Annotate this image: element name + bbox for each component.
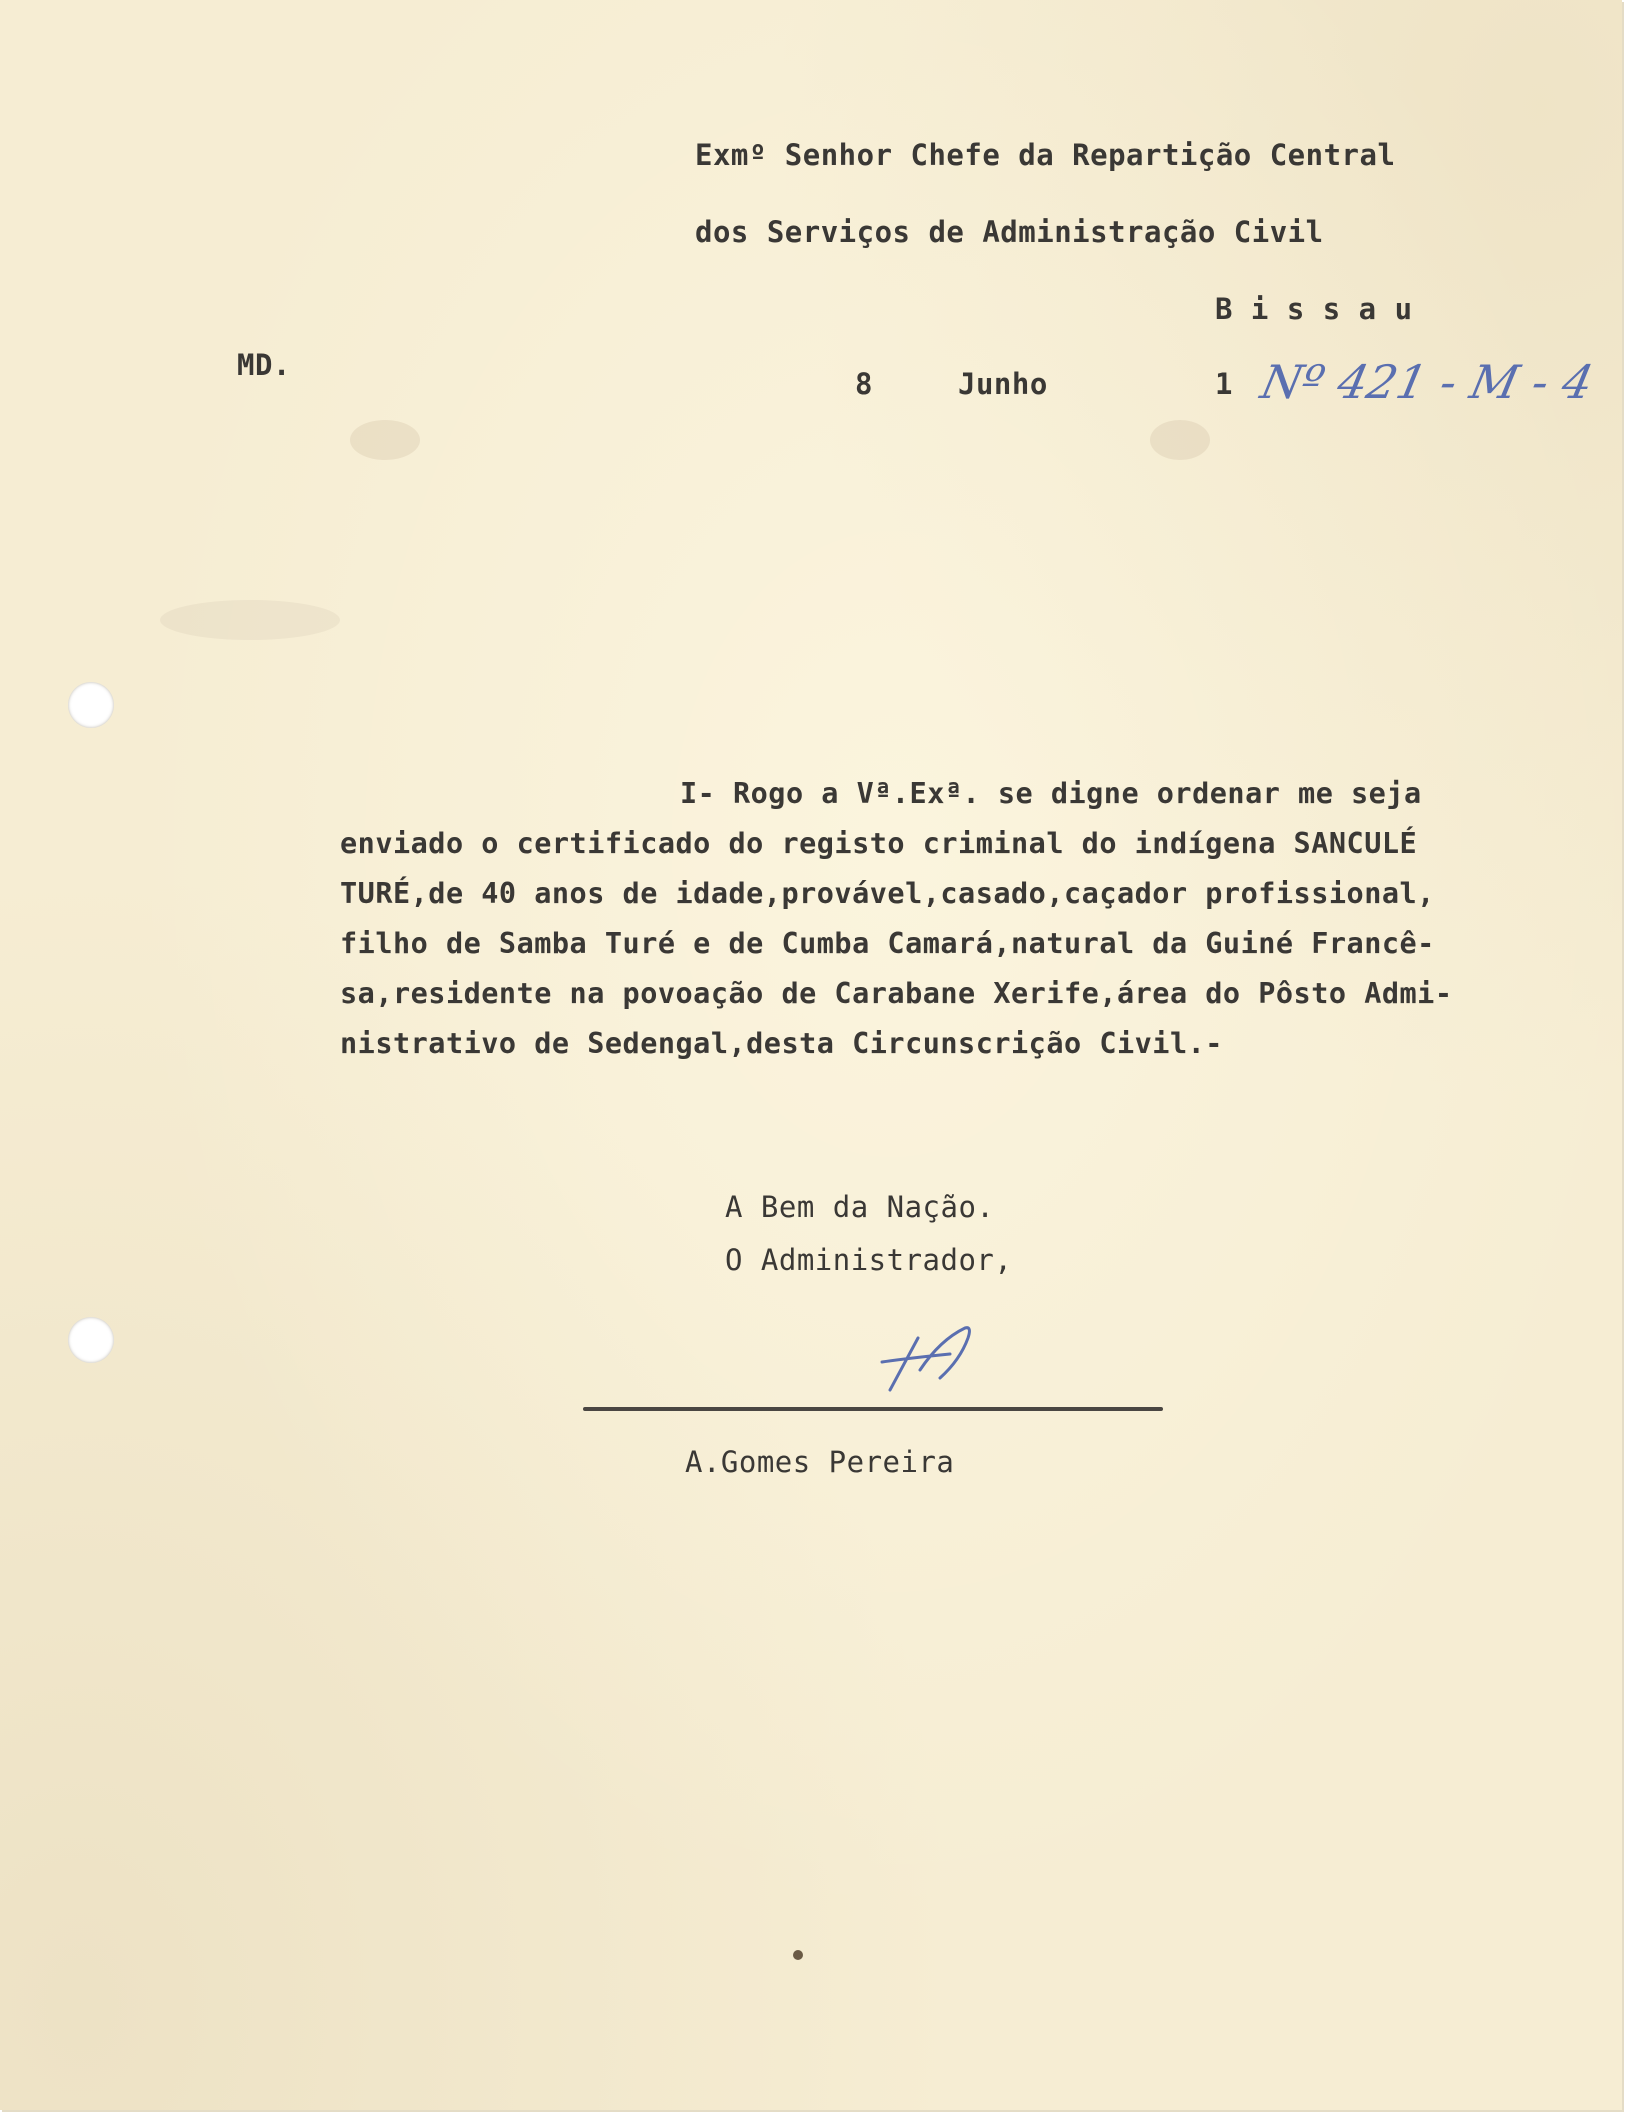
paper-stain <box>1150 420 1210 460</box>
punch-hole-bottom <box>68 1317 114 1363</box>
city-line: B i s s a u <box>1215 292 1413 326</box>
addressee-line-1: Exmº Senhor Chefe da Repartição Central <box>695 138 1396 172</box>
addressee-line-2: dos Serviços de Administração Civil <box>695 215 1324 249</box>
closing-salutation: A Bem da Nação. <box>725 1190 995 1224</box>
paper-stain <box>350 420 420 460</box>
date-day: 8 <box>855 367 873 401</box>
body-line: I- Rogo a Vª.Exª. se digne ordenar me seja <box>680 777 1422 810</box>
body-line: sa,residente na povoação de Carabane Xerife,área do Pôsto Admi- <box>340 977 1453 1010</box>
body-line: TURÉ,de 40 anos de idade,provável,casado,caçador profissional, <box>340 877 1435 910</box>
handwritten-signature <box>880 1320 990 1400</box>
reference-code: MD. <box>237 348 291 382</box>
body-line: filho de Samba Turé e de Cumba Camará,natural da Guiné Francê- <box>340 927 1435 960</box>
body-line: nistrativo de Sedengal,desta Circunscrição Civil.- <box>340 1027 1223 1060</box>
signature-name: A.Gomes Pereira <box>685 1445 955 1479</box>
date-year-fragment: 1 <box>1215 367 1233 401</box>
body-line: enviado o certificado do registo criminal do indígena SANCULÉ <box>340 827 1418 860</box>
handwritten-reference: Nº 421 - M - 4 <box>1256 355 1598 409</box>
ink-dot <box>793 1950 803 1960</box>
date-month: Junho <box>958 367 1048 401</box>
paper-stain <box>160 600 340 640</box>
closing-title: O Administrador, <box>725 1243 1013 1277</box>
punch-hole-top <box>68 682 114 728</box>
signature-rule <box>583 1407 1163 1411</box>
